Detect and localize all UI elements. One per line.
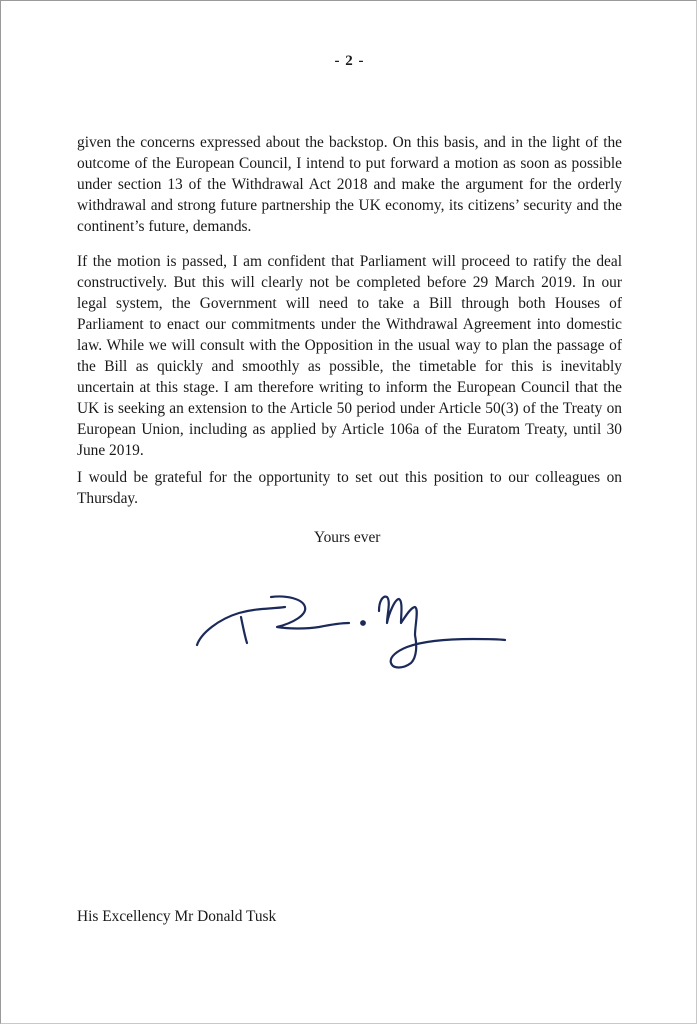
- handwritten-signature: [191, 583, 511, 673]
- paragraph-extension-request: If the motion is passed, I am confident that Parliament will proceed to ratify the deal constructively. But this will clearly not be completed before 29 March 2019. In our legal system, the Government will need to take a Bill through both Houses of Parliament to enact our commitments under the Withdrawal Agreement into domestic law. While we will consult with the Opposition in the usual way to plan the passage of the Bill as quickly and smoothly as possible, the timetable for this is inevitably uncertain at this stage. I am therefore writing to inform the European Council that the UK is seeking an extension to the Article 50 period under Article 50(3) of the Treaty on European Union, including as applied by Article 106a of the Euratom Treaty, until 30 June 2019.: [77, 253, 622, 459]
- paragraph-backstop: given the concerns expressed about the backstop. On this basis, and in the light of the outcome of the European Council, I intend to put forward a motion as soon as possible under section 13 of the Withdrawal Act 2018 and make the argument for the orderly withdrawal and strong future partnership the UK economy, its citizens’ security and the continent’s future, demands.: [77, 134, 622, 235]
- paragraph-thursday: I would be grateful for the opportunity to set out this position to our colleagues on Thursday.: [77, 469, 622, 507]
- page-number: - 2 -: [334, 53, 365, 69]
- recipient-line: His Excellency Mr Donald Tusk: [77, 908, 277, 925]
- closing-salutation: Yours ever: [314, 529, 381, 546]
